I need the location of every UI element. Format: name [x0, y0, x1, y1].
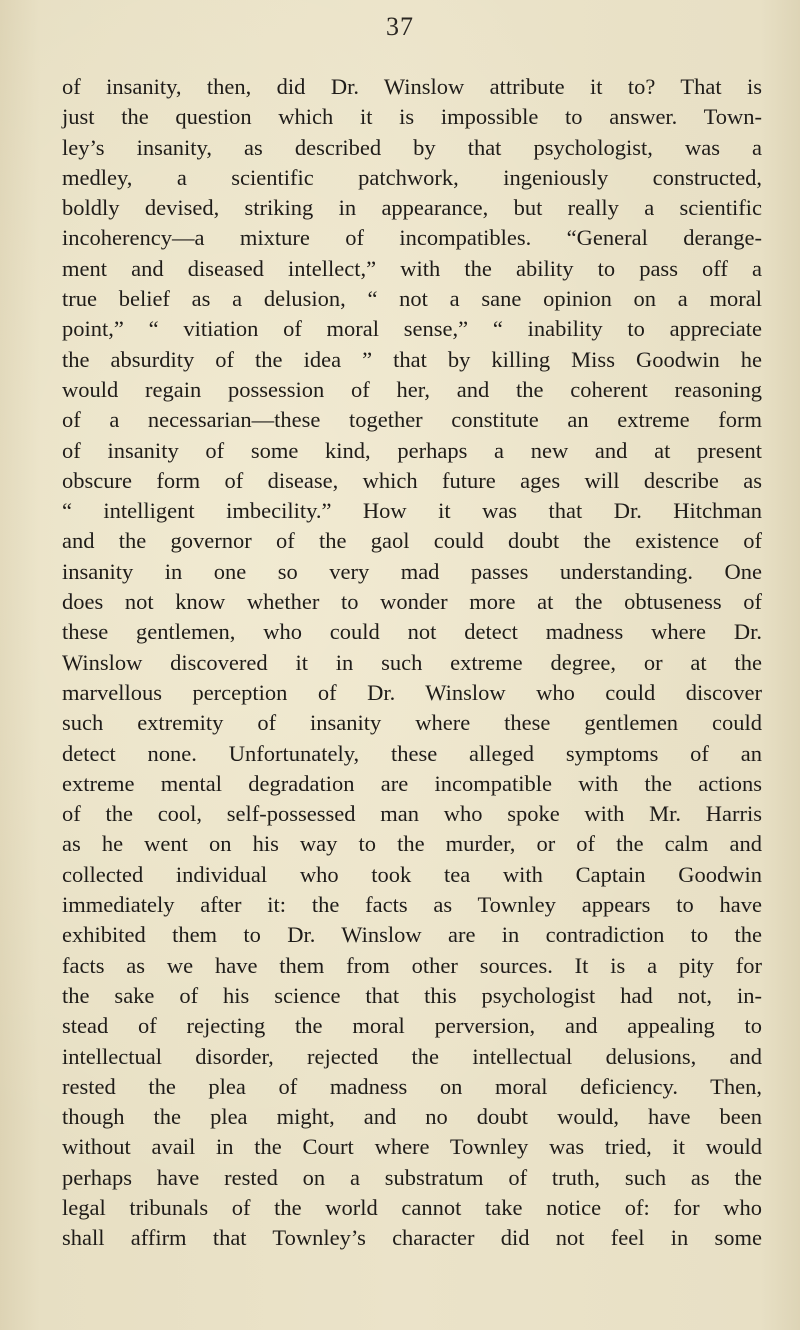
text-line: ment and diseased intellect,” with the ability to pass off a	[62, 255, 762, 281]
text-line: extreme mental degradation are incompatible with the actions	[62, 770, 762, 796]
text-line: facts as we have them from other sources. It is a pity for	[62, 952, 762, 978]
text-line: these gentlemen, who could not detect madness where Dr.	[62, 619, 762, 645]
text-line: of the cool, self-possessed man who spoke with Mr. Harris	[62, 801, 762, 827]
text-line: collected individual who took tea with Captain Goodwin	[62, 861, 762, 887]
text-line: point,” “ vitiation of moral sense,” “ inability to appreciate	[62, 316, 762, 342]
page-number: 37	[386, 12, 414, 41]
text-line: just the question which it is impossible to answer. Town-	[62, 104, 762, 130]
text-line: boldly devised, striking in appearance, but really a scientific	[62, 195, 762, 221]
text-line: of a necessarian—these together constitute an extreme form	[62, 407, 762, 433]
text-line: insanity in one so very mad passes understanding. One	[62, 558, 762, 584]
text-line: medley, a scientific patchwork, ingeniously constructed,	[62, 164, 762, 190]
text-line: ley’s insanity, as described by that psychologist, was a	[62, 134, 762, 160]
text-line: of insanity, then, did Dr. Winslow attribute it to? That is	[62, 74, 762, 99]
text-line: as he went on his way to the murder, or of the calm and	[62, 831, 762, 857]
text-line: “ intelligent imbecility.” How it was that Dr. Hitchman	[62, 498, 762, 524]
text-line: would regain possession of her, and the coherent reasoning	[62, 376, 762, 402]
text-line: true belief as a delusion, “ not a sane opinion on a moral	[62, 286, 762, 312]
text-line: legal tribunals of the world cannot take notice of: for who	[62, 1194, 762, 1220]
text-line: does not know whether to wonder more at the obtuseness of	[62, 589, 762, 615]
text-line: detect none. Unfortunately, these alleged symptoms of an	[62, 740, 762, 766]
text-line: such extremity of insanity where these gentlemen could	[62, 710, 762, 736]
text-line: shall affirm that Townley’s character did not feel in some	[62, 1225, 762, 1251]
text-line: Winslow discovered it in such extreme degree, or at the	[62, 649, 762, 675]
text-line: incoherency—a mixture of incompatibles. “General derange-	[62, 225, 762, 251]
text-line: exhibited them to Dr. Winslow are in contradiction to the	[62, 922, 762, 948]
text-line: rested the plea of madness on moral deficiency. Then,	[62, 1073, 762, 1099]
text-line: and the governor of the gaol could doubt the existence of	[62, 528, 762, 554]
text-line: perhaps have rested on a substratum of truth, such as the	[62, 1164, 762, 1190]
body-text	[62, 72, 762, 1254]
text-line: of insanity of some kind, perhaps a new and at present	[62, 437, 762, 463]
text-line: obscure form of disease, which future ages will describe as	[62, 467, 762, 493]
text-line: stead of rejecting the moral perversion, and appealing to	[62, 1013, 762, 1039]
text-line: marvellous perception of Dr. Winslow who could discover	[62, 679, 762, 705]
text-line: immediately after it: the facts as Townley appears to have	[62, 892, 762, 918]
text-line: though the plea might, and no doubt would, have been	[62, 1104, 762, 1130]
text-line: intellectual disorder, rejected the intellectual delusions, and	[62, 1043, 762, 1069]
text-line: the sake of his science that this psychologist had not, in-	[62, 982, 762, 1008]
text-line: the absurdity of the idea ” that by killing Miss Goodwin he	[62, 346, 762, 372]
text-line: without avail in the Court where Townley was tried, it would	[62, 1134, 762, 1160]
